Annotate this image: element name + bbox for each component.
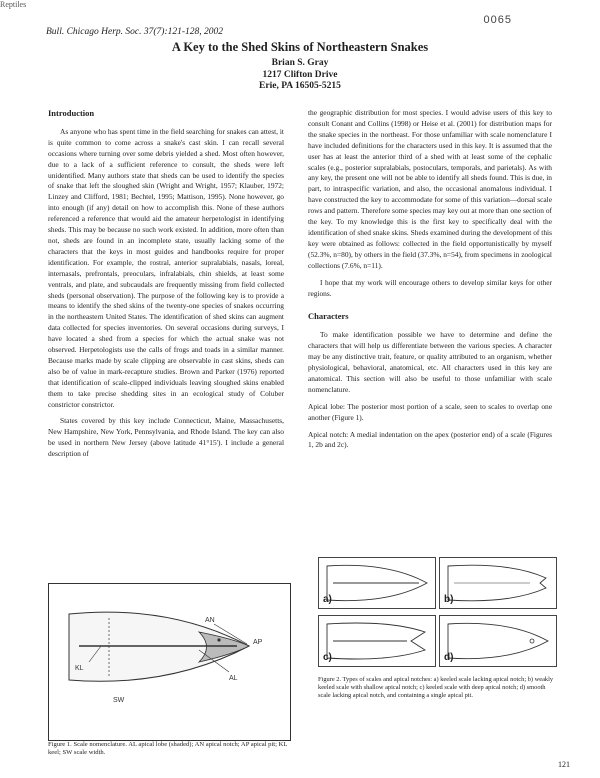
- label-al: AL: [229, 675, 238, 682]
- label-kl: KL: [75, 665, 84, 672]
- intro-paragraph-4: I hope that my work will encourage others to develop similar keys for other regions.: [308, 277, 552, 298]
- author-address-street: 1217 Clifton Drive: [262, 69, 338, 80]
- figure-1: [48, 583, 291, 741]
- author-block: [0, 58, 600, 93]
- figure-1-caption: Figure 1. Scale nomenclature. AL apical lobe (shaded); AN apical notch; AP apical pit; KL keel; SW scale width.: [48, 741, 288, 757]
- panel-b-label: b): [444, 594, 454, 605]
- intro-paragraph-1: As anyone who has spent time in the field searching for snakes can attest, it is quite common to come across a snake's cast skin. I can recall several occasions where turning over some debris yielded a shed. Most often however, due to a lack of a sufficient reference to consult, the sheds were left unidentified. Many authors state that sheds can be used to identify the species of snake that left the sloughed skin (Wright and Wright, 1957; Klauber, 1972; Linzey and Clifford, 1981; Bechtel, 1995; Mattison, 1995). None however, go into enough (if any) detail on how to accomplish this. None of these authors referenced a reference that would aid the amateur herpetologist in identifying sheds. This may be because no such work existed. In addition, more often than not, sheds are found in an incomplete state, usually lacking some of the characters that the keys in most guides and handbooks require for proper identification. For example, the rostral, anterior supralabials, nasals, loreal, internasals, prefrontals, preoculars, infralabials, chin shields, at least some ventrals, and plate, and subcaudals are frequently missing from field collected sheds (personal observation). The purpose of the following key is to provide a means to identify the shed skins of the twenty-one species of snakes occurring in the northeastern United States. The identification of shed skins can augment data collected for species inventories. On several occasions during surveys, I have located a shed from a species for which the actual snake was not observed. Herpetologists use the calls of frogs and toads in a similar manner. Because marks made by scale clipping are observable in cast skins, sheds can also be of value in mark-recapture studies. Brown and Parker (1976) reported that identification of scale-clipped individuals leaving sloughed skins enabled them to take precise shedding sites in an ecological study of Coluber constrictor constrictor.: [48, 126, 284, 409]
- label-ap: AP: [253, 639, 263, 646]
- left-column: [48, 108, 284, 460]
- panel-a-label: a): [323, 594, 332, 605]
- page-stamp: 0065: [483, 14, 512, 26]
- author-address-city: Erie, PA 16505-5215: [259, 81, 341, 91]
- introduction-heading: Introduction: [48, 108, 95, 118]
- panel-d-label: d): [444, 652, 454, 663]
- scale-drawing-d: [440, 616, 556, 666]
- figure-2-panel-d: [439, 615, 557, 667]
- definition-apical-lobe: Apical lobe: The posterior most portion of a scale, seen to scales to overlap one another (Figure 1).: [308, 401, 552, 422]
- journal-citation: Bull. Chicago Herp. Soc. 37(7):121-128, 2002: [46, 27, 224, 37]
- scale-drawing-b: [440, 558, 556, 608]
- label-sw: SW: [113, 697, 125, 704]
- characters-paragraph-1: To make identification possible we have to determine and define the characters that will help us differentiate between the various species. A character may be any distinctive trait, feature, or quality attributed to an organism, whether physiological, behavioral, anatomical, etc. All characters used in this key are anatomical. This section will also be useful to those unfamiliar with scale nomenclature.: [308, 330, 552, 394]
- corner-mark: Reptiles: [0, 0, 27, 9]
- figure-1-drawing: [49, 584, 290, 740]
- intro-paragraph-3: the geographic distribution for most species. I would advise users of this key to consult Conant and Collins (1998) or Heise et al. (2001) for distribution maps for the snake species in the northeast. For those unfamiliar with scale nomenclature I have included definitions for the characters used in this key. It is assumed that the user has at least the anterior third of a shed with at least some of the cephalic scales (e.g., posterior supralabials, postoculars, temporals, and parietals). As with any key, the present one will not be able to identify all sheds found. This is due, in part, to intraspecific variation, and also, the occasional anomalous individual. I have constructed the key to accommodate for some of this variation—dorsal scale rows and pattern. Therefore some species may key out at more than one section of the key. To my knowledge this is the first key to specifically deal with the identification of shed snake skins. Sheds examined during the development of this key were obtained as follows: collected in the field opportunistically by myself (52.3%, n=80), by others in the field (37.3%, n=54), from specimens in zoological collections (7.6%, n=11).: [308, 108, 552, 270]
- scale-drawing-c: [319, 616, 435, 666]
- page-number: 121: [558, 760, 570, 769]
- figure-2-caption: Figure 2. Types of scales and apical notches: a) keeled scale lacking apical notch; b) weakly keeled scale with shallow apical notch; c) keeled scale with deep apical notch; d) smooth scale lacking apical notch, and containing a single apical pit.: [318, 676, 554, 699]
- label-an: AN: [205, 617, 215, 624]
- figure-2-panel-a: [318, 557, 436, 609]
- intro-paragraph-2: States covered by this key include Connecticut, Maine, Massachusetts, New Hampshire, New York, Pennsylvania, and Rhode Island. The key can also be used in northern New Jersey (above latitude 41°15'). I include a general description of: [48, 416, 284, 459]
- figure-2-panel-c: [318, 615, 436, 667]
- panel-c-label: c): [323, 652, 332, 663]
- characters-heading: Characters: [308, 311, 349, 322]
- author-name: Brian S. Gray: [271, 58, 329, 68]
- right-column: [308, 108, 552, 451]
- figure-2-panel-b: [439, 557, 557, 609]
- article-title: A Key to the Shed Skins of Northeastern Snakes: [171, 40, 429, 54]
- figure-2: [318, 557, 556, 765]
- definition-apical-notch: Apical notch: A medial indentation on the apex (posterior end) of a scale (Figures 1, 2b and 2c).: [308, 429, 552, 450]
- scale-drawing-a: [319, 558, 435, 608]
